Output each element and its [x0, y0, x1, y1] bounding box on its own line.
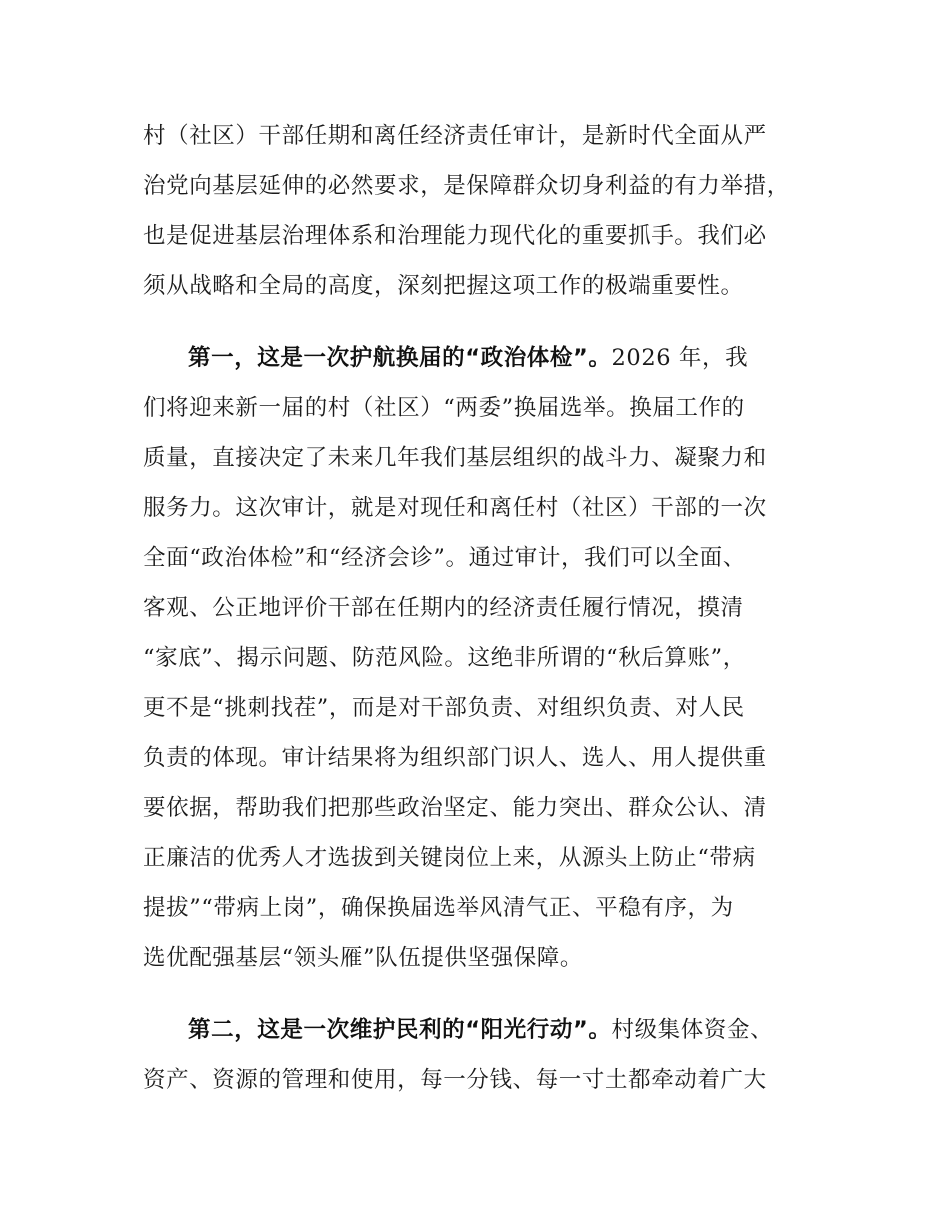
first-point-line-3: 质量，直接决定了未来几年我们基层组织的战斗力、凝聚力和 [143, 445, 767, 471]
first-point-line-13: 选优配强基层“领头雁”队伍提供坚强保障。 [143, 945, 584, 971]
first-point-heading-rest: 2026 年，我 [611, 345, 749, 371]
first-point-line-12: 提拔”“带病上岗”，确保换届选举风清气正、平稳有序，为 [143, 895, 734, 921]
first-point-line-10: 要依据，帮助我们把那些政治坚定、能力突出、群众公认、清 [143, 795, 767, 821]
first-point-line-1 [188, 343, 748, 373]
first-point-heading: 第一，这是一次护航换届的“政治体检”。 [188, 345, 612, 371]
intro-line-4: 须从战略和全局的高度，深刻把握这项工作的极端重要性。 [143, 273, 744, 299]
first-point-line-11: 正廉洁的优秀人才选拔到关键岗位上来，从源头上防止“带病 [143, 845, 756, 871]
first-point-line-7: “家底”、揭示问题、防范风险。这绝非所谓的“秋后算账”， [143, 645, 746, 671]
intro-line-2: 治党向基层延伸的必然要求，是保障群众切身利益的有力举措， [143, 173, 790, 199]
second-point-heading: 第二，这是一次维护民利的“阳光行动”。 [188, 1017, 612, 1043]
second-point-line-2: 资产、资源的管理和使用，每一分钱、每一寸土都牵动着广大 [143, 1067, 767, 1093]
second-point-line-1 [188, 1015, 773, 1045]
intro-line-3: 也是促进基层治理体系和治理能力现代化的重要抓手。我们必 [143, 223, 767, 249]
first-point-line-5: 全面“政治体检”和“经济会诊”。通过审计，我们可以全面、 [143, 545, 746, 571]
first-point-line-9: 负责的体现。审计结果将为组织部门识人、选人、用人提供重 [143, 745, 767, 771]
first-point-line-4: 服务力。这次审计，就是对现任和离任村（社区）干部的一次 [143, 495, 767, 521]
intro-line-1: 村（社区）干部任期和离任经济责任审计，是新时代全面从严 [143, 123, 767, 149]
first-point-line-6: 客观、公正地评价干部在任期内的经济责任履行情况，摸清 [143, 595, 744, 621]
first-point-line-8: 更不是“挑刺找茬”，而是对干部负责、对组织负责、对人民 [143, 695, 745, 721]
second-point-heading-rest: 村级集体资金、 [611, 1017, 774, 1043]
first-point-line-2: 们将迎来新一届的村（社区）“两委”换届选举。换届工作的 [143, 395, 745, 421]
